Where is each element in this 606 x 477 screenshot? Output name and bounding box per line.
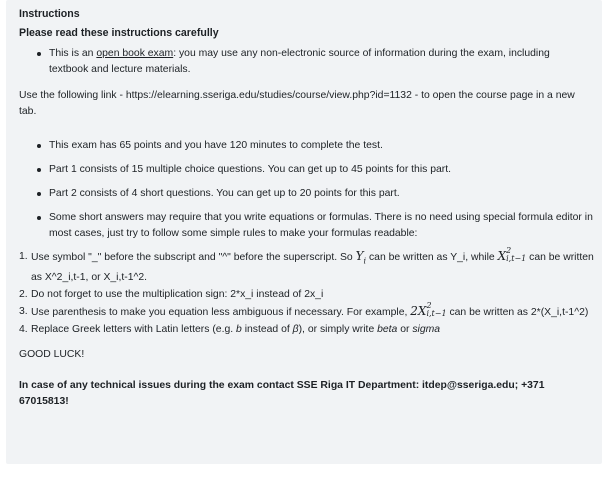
formula-rule [19, 286, 599, 303]
exam-info-item: Part 2 consists of 4 short questions. You can get up to 20 points for this part. [19, 186, 599, 202]
formula-rules-list [19, 245, 602, 338]
instructions-panel [6, 0, 602, 464]
formula-rule [19, 321, 599, 338]
greek-example: β [292, 324, 299, 336]
rule-text: Do not forget to use the multiplication sign: 2*x_i instead of 2x_i [31, 289, 324, 301]
it-contact-notice: In case of any technical issues during the exam contact SSE Riga IT Department: itdep@sseriga.edu; +371 67015813! [19, 380, 545, 408]
sigma-word: sigma [412, 324, 441, 336]
open-book-link[interactable]: open book exam [96, 48, 174, 59]
rule-number: 1. [19, 251, 28, 262]
exam-info-item: Some short answers may require that you write equations or formulas. There is no need using special formula editor in most cases, just try to follow some simple rules to make your formulas readable: [19, 210, 599, 242]
exam-info-list [19, 138, 602, 242]
rule-number: 3. [19, 306, 28, 318]
good-luck-text: GOOD LUCK! [19, 349, 85, 361]
rule-text: or [397, 324, 413, 336]
rule-text: ), or simply write [298, 324, 378, 336]
beta-word: beta [377, 324, 398, 336]
exam-info-item: This exam has 65 points and you have 120 minutes to complete the test. [19, 138, 599, 154]
instructions-subtitle: Please read these instructions carefully [19, 27, 219, 39]
rule-text: instead of [241, 324, 293, 336]
rule-text: Use symbol "_" before the subscript and "^" before the superscript. So [31, 252, 356, 263]
open-book-list [19, 46, 602, 78]
rule-text: can be written as Y_i, while [366, 252, 498, 263]
rule-text: can be written as 2*(X_i,t-1^2) [446, 307, 589, 319]
rule-text: Replace Greek letters with Latin letters (e.g. [31, 324, 237, 336]
instructions-title: Instructions [19, 8, 80, 20]
rule-text: can be written as X^2_i,t-1, or X_i,t-1^2. [31, 252, 594, 284]
course-link-paragraph: Use the following link - https://elearning.sseriga.edu/studies/course/view.php?id=1132 - to open the course page in a new tab. [19, 90, 575, 117]
math-2x-squared: 2X 2 i,t−1 [410, 300, 447, 319]
math-y-i: $Y_i$ [355, 249, 367, 266]
open-book-prefix: This is an [49, 48, 97, 59]
formula-rule [19, 300, 599, 321]
open-book-suffix: : you may use any non-electronic source of information during the exam, including textbook and lecture materials. [49, 48, 550, 75]
open-book-item [19, 46, 579, 78]
formula-rule [19, 245, 599, 286]
rule-text: Use parenthesis to make you equation less ambiguous if necessary. For example, [31, 307, 411, 319]
exam-info-item: Part 1 consists of 15 multiple choice questions. You can get up to 45 points for this part. [19, 162, 599, 178]
math-x-squared: X 2 i,t−1 [497, 245, 527, 263]
latin-example: b [236, 324, 242, 336]
rule-number: 4. [19, 324, 28, 336]
rule-number: 2. [19, 289, 28, 301]
